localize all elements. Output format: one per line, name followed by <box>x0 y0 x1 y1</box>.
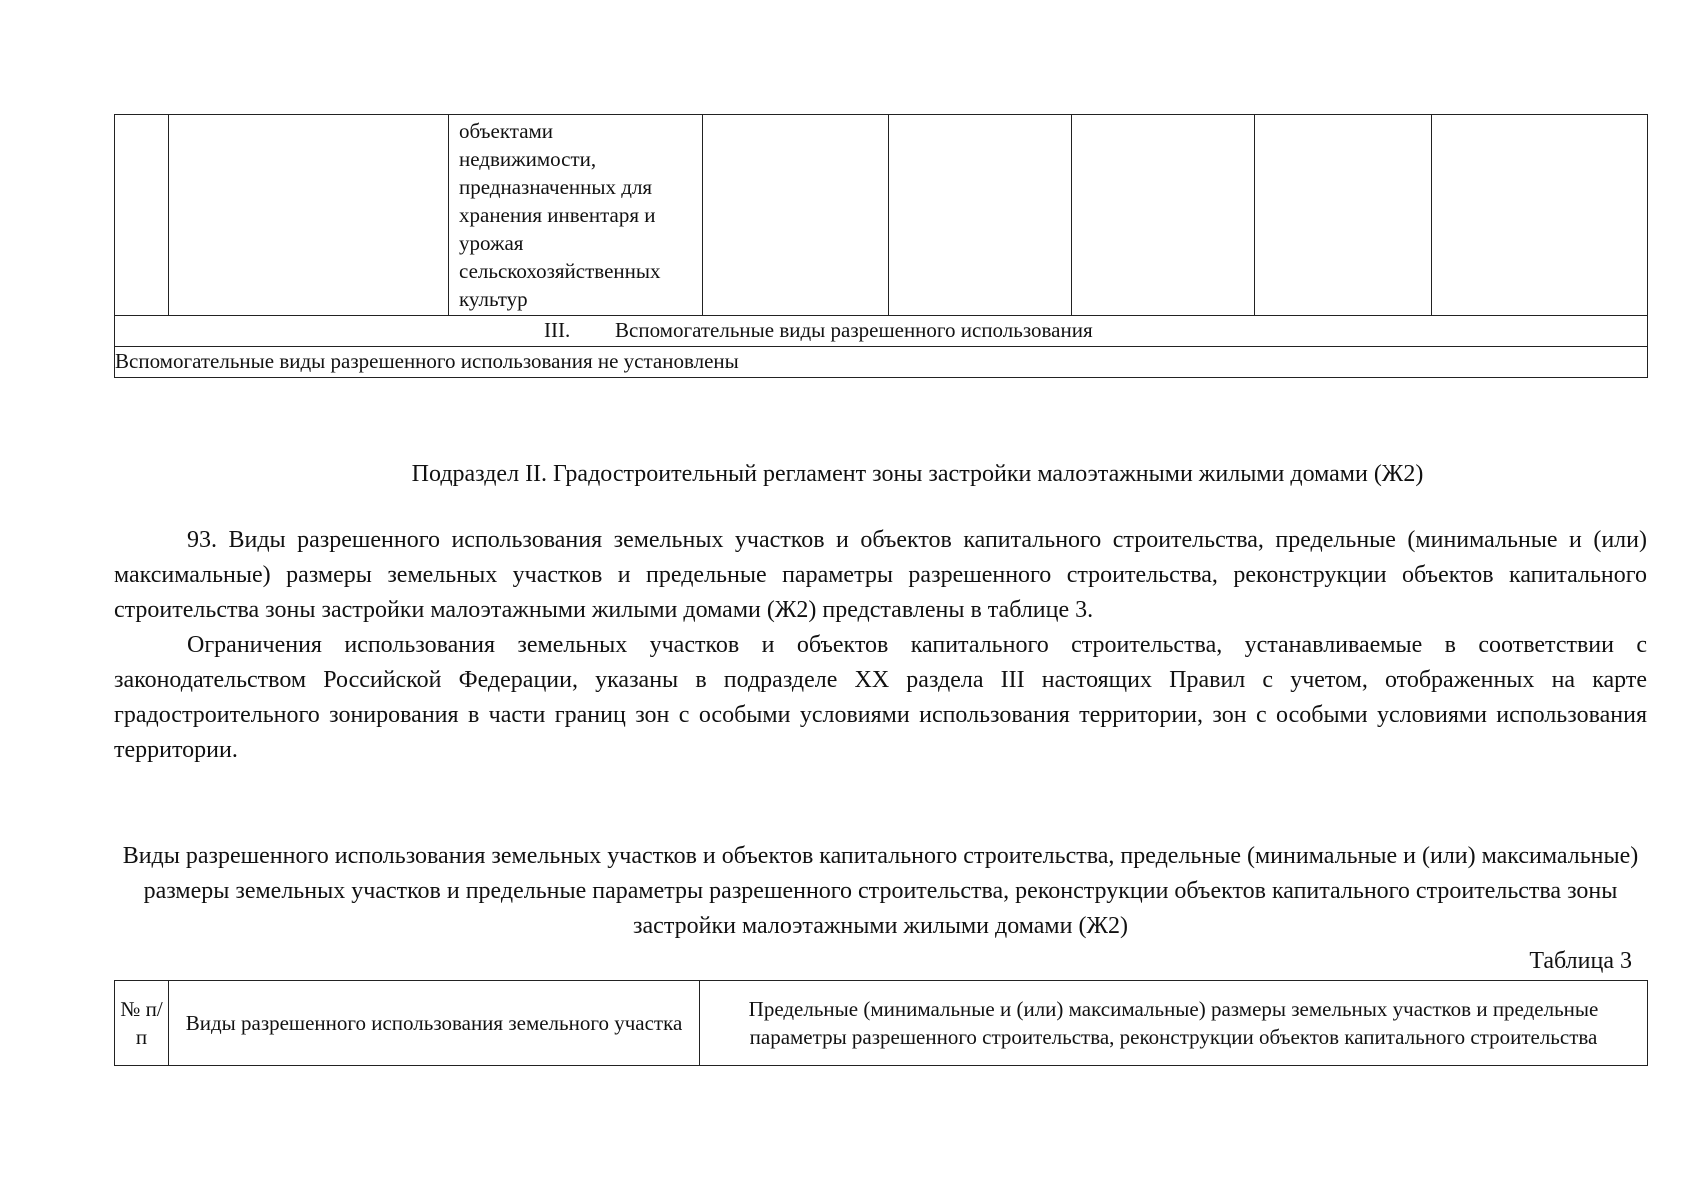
table-cell <box>1432 115 1648 316</box>
body-text <box>114 523 1647 768</box>
subsection-title: Подраздел II. Градостроительный регламент зоны застройки малоэтажными жилыми домами (Ж2) <box>411 461 1424 487</box>
continued-description-cell: объектами недвижимости, предназначенных для хранения инвентаря и урожая сельскохозяйственных культур <box>449 115 703 316</box>
column-header-use-types: Виды разрешенного использования земельного участка <box>169 981 700 1066</box>
section-heading-cell <box>115 316 1648 347</box>
continued-permitted-use-table <box>114 114 1648 378</box>
table-caption: Виды разрешенного использования земельных участков и объектов капитального строительства, предельные (минимальные и (или) максимальные) размеры земельных участков и предельные параметры разрешенного строительства, реконструкции объектов капитального строительства зоны застройки малоэтажными жилыми домами (Ж2) <box>122 843 1639 939</box>
paragraph-restrictions: Ограничения использования земельных участков и объектов капитального строительства, устанавливаемые в соответствии с законодательством Российской Федерации, указаны в подразделе XX раздела III настоящих Правил с учетом, отображенных на карте градостроительного зонирования в части границ зон с особыми условиями использования территории, зон с особыми условиями использования территории. <box>114 632 1647 763</box>
section-title: Вспомогательные виды разрешенного использования <box>615 318 1093 342</box>
auxiliary-uses-note: Вспомогательные виды разрешенного использования не установлены <box>115 347 1648 378</box>
table-cell <box>169 115 449 316</box>
table-cell <box>1072 115 1255 316</box>
table-header-row <box>115 981 1648 1066</box>
table-cell <box>1255 115 1432 316</box>
table-cell <box>703 115 889 316</box>
table-cell <box>889 115 1072 316</box>
table-row <box>115 347 1648 378</box>
paragraph-93: 93. Виды разрешенного использования земельных участков и объектов капитального строительства, предельные (минимальные и (или) максимальные) размеры земельных участков и предельные параметры разрешенного строительства, реконструкции объектов капитального строительства зоны застройки малоэтажными жилыми домами (Ж2) представлены в таблице 3. <box>114 527 1647 623</box>
table-cell <box>115 115 169 316</box>
section-heading-row <box>115 316 1648 347</box>
section-number: III. <box>544 318 571 342</box>
column-header-limits: Предельные (минимальные и (или) максимальные) размеры земельных участков и предельные параметры разрешенного строительства, реконструкции объектов капитального строительства <box>700 981 1648 1066</box>
table-number: Таблица 3 <box>1529 948 1632 974</box>
column-header-number: № п/п <box>115 981 169 1066</box>
table-3 <box>114 980 1648 1066</box>
table-row <box>115 115 1648 316</box>
